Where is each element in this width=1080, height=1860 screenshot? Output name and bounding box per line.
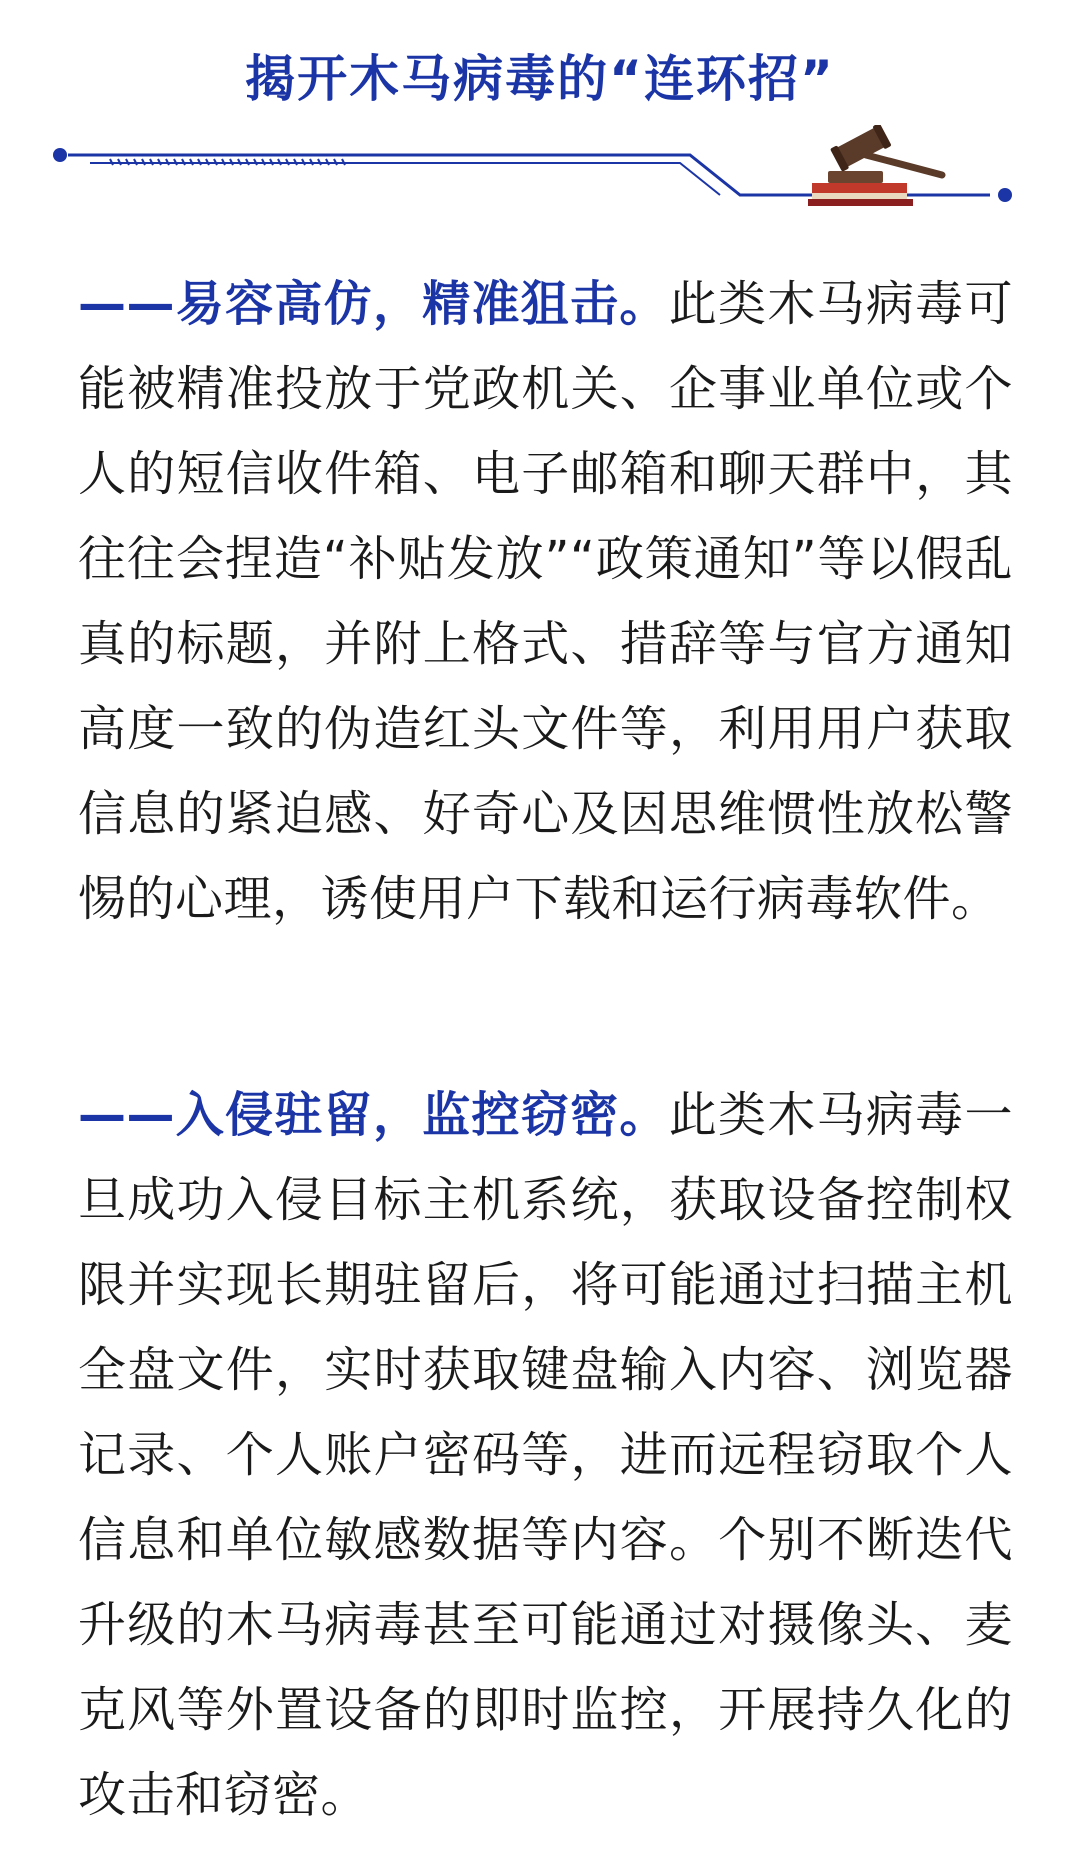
- section-2-body: 此类木马病毒一旦成功入侵目标主机系统，获取设备控制权限并实现长期驻留后，将可能通过扫描主机全盘文件，实时获取键盘输入内容、浏览器记录、个人账户密码等，进而远程窃取个人信息和单位敏感数据等内容。个别不断迭代升级的木马病毒甚至可能通过对摄像头、麦克风等外置设备的即时监控，开展持久化的攻击和窃密。: [78, 1087, 1013, 1823]
- section-1-body: 此类木马病毒可能被精准投放于党政机关、企事业单位或个人的短信收件箱、电子邮箱和聊天群中，其往往会捏造“补贴发放”“政策通知”等以假乱真的标题，并附上格式、措辞等与官方通知高度一致的伪造红头文件等，利用用户获取信息的紧迫感、好奇心及因思维惯性放松警惕的心理，诱使用户下载和运行病毒软件。: [78, 276, 1013, 927]
- section-1-lead: ——易容高仿，精准狙击。: [78, 276, 669, 332]
- section-paragraph-1: [78, 262, 1013, 942]
- divider-line-inner: [90, 163, 720, 195]
- divider-right-dot: [998, 188, 1012, 202]
- section-paragraph-2: [78, 1073, 1013, 1838]
- section-2-lead: ——入侵驻留，监控窃密。: [78, 1087, 669, 1143]
- page-title: 揭开木马病毒的“连环招”: [245, 50, 835, 108]
- gavel-icon: [800, 125, 950, 210]
- divider-left-dot: [53, 148, 67, 162]
